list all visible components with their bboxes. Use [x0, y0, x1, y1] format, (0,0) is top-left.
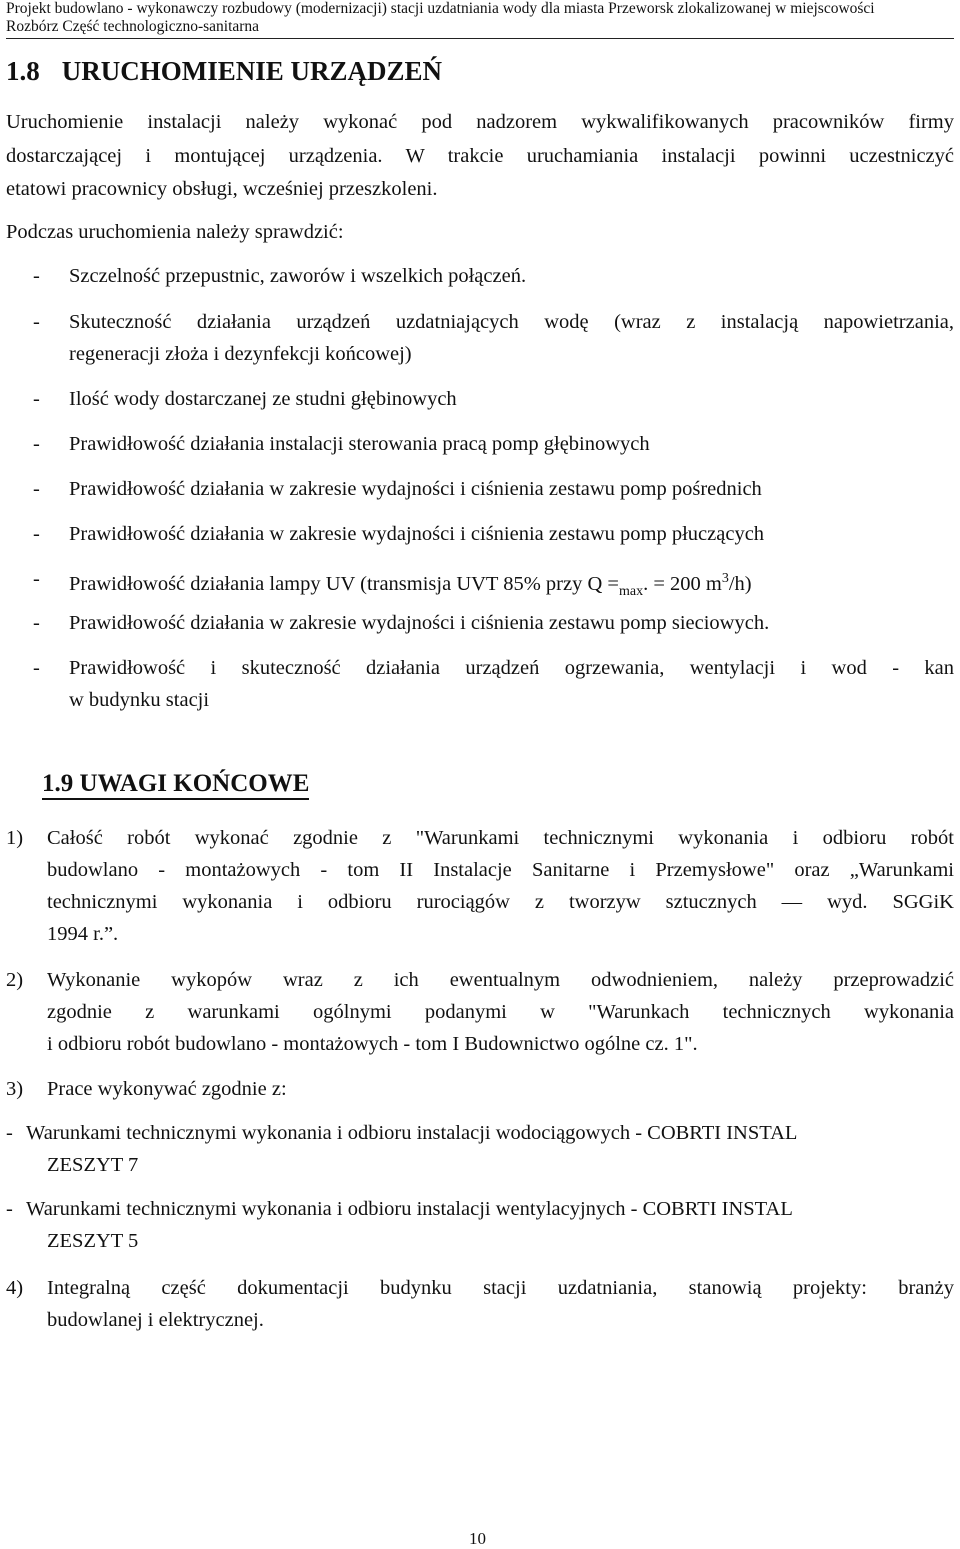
document-header	[6, 0, 875, 36]
list-item-efficiency: Skuteczność działania urządzeń uzdatniających wodę (wraz z instalacją napowietrzania,	[69, 311, 954, 333]
list-dash: -	[6, 1122, 13, 1144]
header-line-2: Rozbórz Część technologiczno-sanitarna	[6, 18, 260, 35]
list-marker: 2)	[6, 969, 24, 991]
intro-line-2: dostarczającej i montującej urządzenia. W trakcie uruchamiania instalacji powinni uczestniczyć	[6, 145, 954, 167]
list-marker: 3)	[6, 1078, 24, 1100]
list-dash: -	[33, 612, 40, 634]
list-marker: 4)	[6, 1277, 24, 1299]
list-item-hvac-cont: w budynku stacji	[69, 689, 210, 711]
list-marker: 1)	[6, 827, 24, 849]
section-title: URUCHOMIENIE URZĄDZEŃ	[61, 56, 443, 86]
section-number: 1.8	[6, 56, 40, 86]
list-dash: -	[33, 265, 40, 287]
page-number: 10	[469, 1529, 486, 1548]
section-heading-1-8	[6, 56, 442, 87]
header-rule	[6, 38, 954, 39]
list-dash: -	[33, 311, 40, 333]
section-heading-1-9	[42, 770, 309, 798]
list-dash: -	[33, 478, 40, 500]
note-2-line-1: Wykonanie wykopów wraz z ich ewentualnym odwodnieniem, należy przeprowadzić	[47, 969, 954, 991]
note-3-item-2-cont: ZESZYT 5	[47, 1230, 139, 1252]
note-1-line-2: budowlano - montażowych - tom II Instalacje Sanitarne i Przemysłowe" oraz „Warunkami	[47, 859, 954, 881]
note-1-line-3: technicznymi wykonania i odbioru rurociągów z tworzyw sztucznych — wyd. SGGiK	[47, 891, 954, 913]
note-3-item-1: Warunkami technicznymi wykonania i odbioru instalacji wodociągowych - COBRTI INSTAL	[26, 1122, 798, 1144]
list-dash: -	[33, 433, 40, 455]
list-item-network-pumps: Prawidłowość działania w zakresie wydajności i ciśnienia zestawu pomp sieciowych.	[69, 612, 770, 634]
list-item-seals: Szczelność przepustnic, zaworów i wszelkich połączeń.	[69, 265, 527, 287]
note-3-item-2: Warunkami technicznymi wykonania i odbioru instalacji wentylacyjnych - COBRTI INSTAL	[26, 1198, 793, 1220]
list-dash: -	[6, 1198, 13, 1220]
list-dash: -	[33, 388, 40, 410]
list-item-water-amount: Ilość wody dostarczanej ze studni głębinowych	[69, 388, 457, 410]
list-item-control: Prawidłowość działania instalacji sterowania pracą pomp głębinowych	[69, 433, 650, 455]
note-4-line-1: Integralną część dokumentacji budynku stacji uzdatniania, stanowią projekty: branży	[47, 1277, 954, 1299]
list-item-hvac: Prawidłowość i skuteczność działania urządzeń ogrzewania, wentylacji i wod - kan	[69, 657, 954, 679]
note-1-line-1: Całość robót wykonać zgodnie z "Warunkami technicznymi wykonania i odbioru robót	[47, 827, 954, 849]
list-dash: -	[33, 568, 40, 590]
list-dash: -	[33, 657, 40, 679]
header-line-1: Projekt budowlano - wykonawczy rozbudowy (modernizacji) stacji uzdatniania wody dla miasta Przeworsk zlokalizowanej w miejscowości	[6, 0, 875, 17]
list-dash: -	[33, 523, 40, 545]
check-intro: Podczas uruchomienia należy sprawdzić:	[6, 221, 344, 243]
intro-line-1: Uruchomienie instalacji należy wykonać pod nadzorem wykwalifikowanych pracowników firmy	[6, 111, 954, 133]
list-item-uv-lamp: Prawidłowość działania lampy UV (transmisja UVT 85% przy $Q =_{max}$. = 200 $m^3/h$)	[69, 571, 752, 599]
intro-line-3: etatowi pracownicy obsługi, wcześniej przeszkoleni.	[6, 178, 438, 200]
note-4-line-2: budowlanej i elektrycznej.	[47, 1309, 264, 1331]
note-3-item-1-cont: ZESZYT 7	[47, 1154, 139, 1176]
note-3: Prace wykonywać zgodnie z:	[47, 1078, 287, 1100]
section-title: 1.9 UWAGI KOŃCOWE	[42, 770, 309, 800]
list-item-efficiency-cont: regeneracji złoża i dezynfekcji końcowej)	[69, 343, 412, 365]
list-item-intermediate-pumps: Prawidłowość działania w zakresie wydajności i ciśnienia zestawu pomp pośrednich	[69, 478, 762, 500]
list-item-flushing-pumps: Prawidłowość działania w zakresie wydajności i ciśnienia zestawu pomp płuczących	[69, 523, 765, 545]
note-2-line-2: zgodnie z warunkami ogólnymi podanymi w "Warunkach technicznych wykonania	[47, 1001, 954, 1023]
note-1-line-4: 1994 r.”.	[47, 923, 119, 945]
note-2-line-3: i odbioru robót budowlano - montażowych - tom I Budownictwo ogólne cz. 1".	[47, 1033, 698, 1055]
